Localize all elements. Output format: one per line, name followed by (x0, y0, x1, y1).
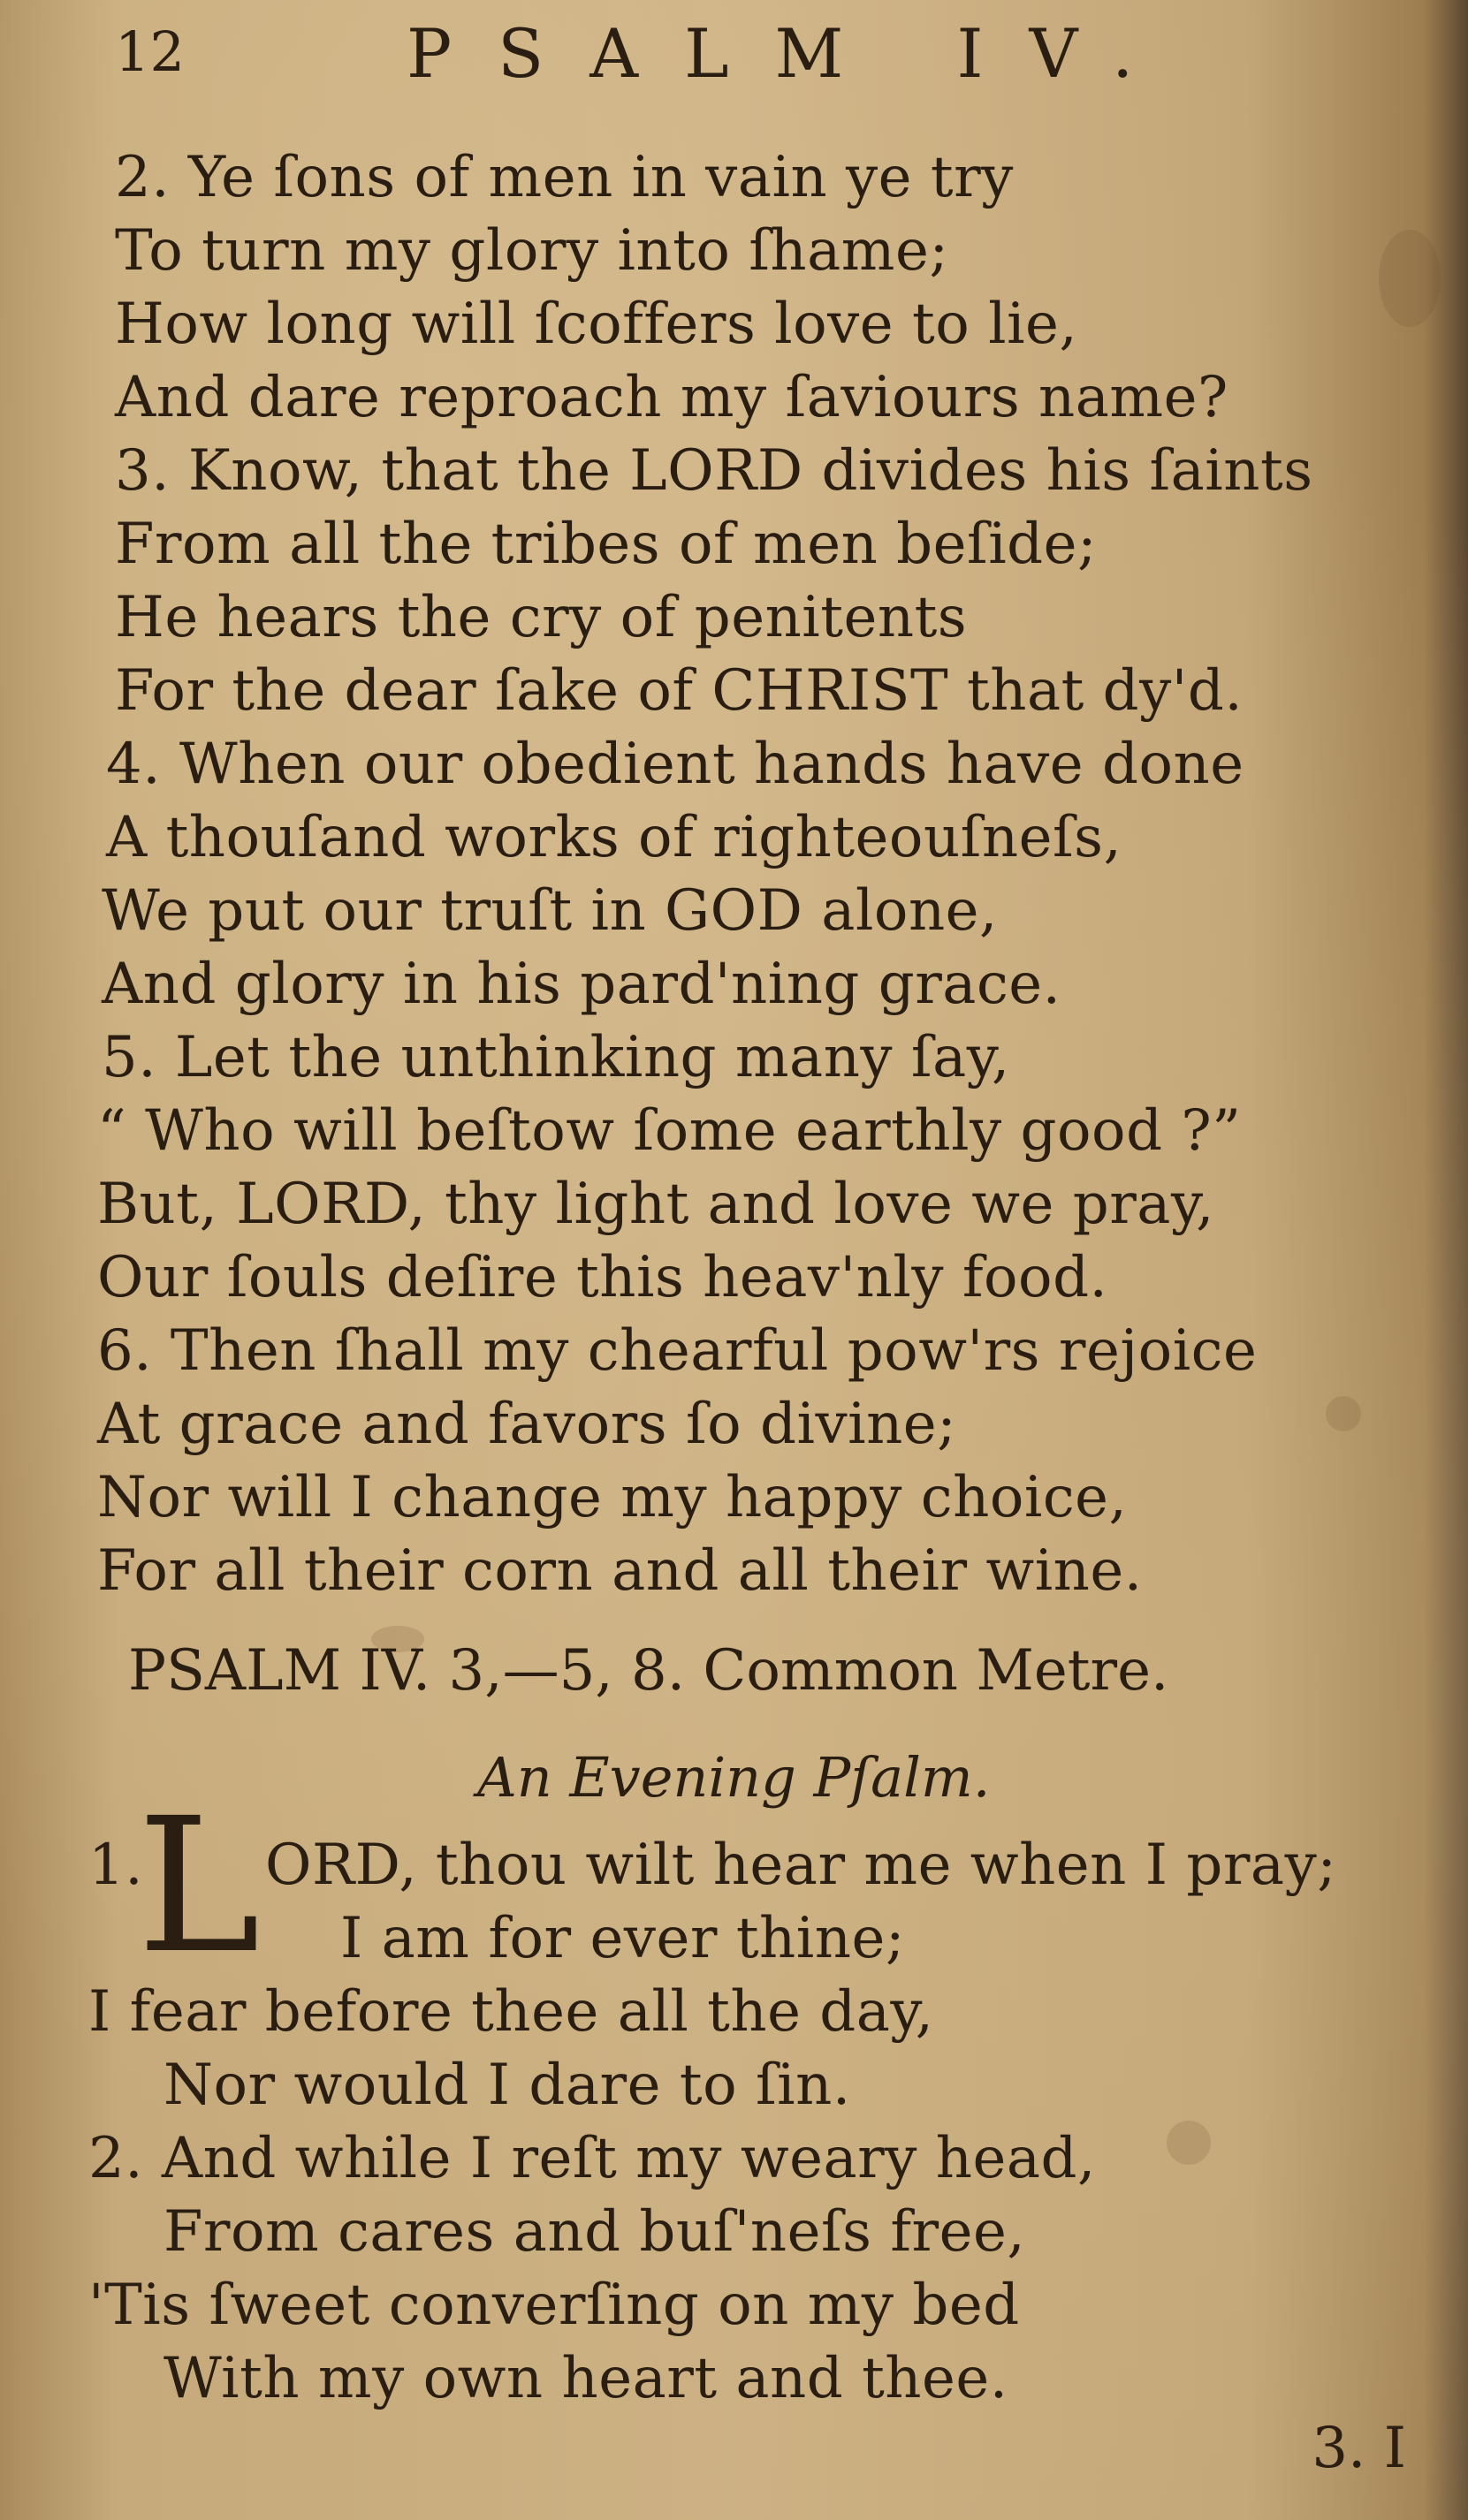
verse-line: And glory in his pard'ning grace. (102, 952, 1061, 1017)
verse-line: We put our truſt in GOD alone, (102, 878, 998, 944)
verse-line: 5. Let the unthinking many ſay, (102, 1025, 1010, 1090)
verse-line: Our ſouls deſire this heav'nly food. (97, 1245, 1108, 1310)
verse-line: How long will ſcoffers love to lie, (115, 292, 1078, 357)
verse-line: I fear before thee all the day, (88, 1979, 934, 2045)
verse-line: With my own heart and thee. (164, 2346, 1008, 2411)
page-number: 12 (115, 19, 185, 84)
page-header (115, 14, 1220, 93)
verse-line: For all their corn and all their wine. (97, 1538, 1143, 1604)
catchword: 3. I (1312, 2416, 1406, 2481)
verse-line: I am for ever thine; (340, 1906, 905, 1971)
verse-line: Nor would I dare to ſin. (164, 2053, 851, 2118)
verse-line: 3. Know, that the LORD divides his ſaints (115, 438, 1313, 504)
drop-capital: L (137, 1778, 261, 1994)
verse-line: To turn my glory into ſhame; (115, 218, 949, 284)
verse-line: At grace and favors ſo divine; (97, 1392, 957, 1457)
psalm-subheading: An Evening Pſalm. (477, 1745, 991, 1810)
stanza-number: 1. (88, 1833, 144, 1898)
verse-line: And dare reproach my ſaviours name? (115, 365, 1228, 430)
verse-line: A thouſand works of righteouſneſs, (106, 805, 1122, 870)
verse-line: From cares and buſ'neſs free, (164, 2199, 1026, 2265)
verse-line: From all the tribes of men beſide; (115, 512, 1098, 577)
verse-line: “ Who will beſtow ſome earthly good ?” (97, 1098, 1242, 1164)
verse-line: 6. Then ſhall my chearful pow'rs rejoice (97, 1318, 1258, 1384)
foxing-stain (1326, 1396, 1361, 1431)
verse-line: He hears the cry of penitents (115, 585, 968, 650)
psalm-heading: PSALM IV. 3,—5, 8. Common Metre. (128, 1638, 1169, 1704)
verse-line: Nor will I change my happy choice, (97, 1465, 1128, 1530)
verse-line: 2. And while I reſt my weary head, (88, 2126, 1096, 2191)
verse-line: 2. Ye ſons of men in vain ye try (115, 145, 1014, 210)
verse-line: ORD, thou wilt hear me when I pray; (265, 1833, 1337, 1898)
running-head: PSALM IV. (407, 14, 1180, 93)
verse-line: For the dear ſake of CHRIST that dy'd. (115, 658, 1244, 724)
verse-line: 4. When our obedient hands have done (106, 732, 1244, 797)
foxing-stain (1167, 2121, 1211, 2165)
foxing-stain (1379, 230, 1441, 327)
verse-line: But, LORD, thy light and love we pray, (97, 1172, 1214, 1237)
verse-line: 'Tis ſweet converſing on my bed (88, 2273, 1020, 2338)
